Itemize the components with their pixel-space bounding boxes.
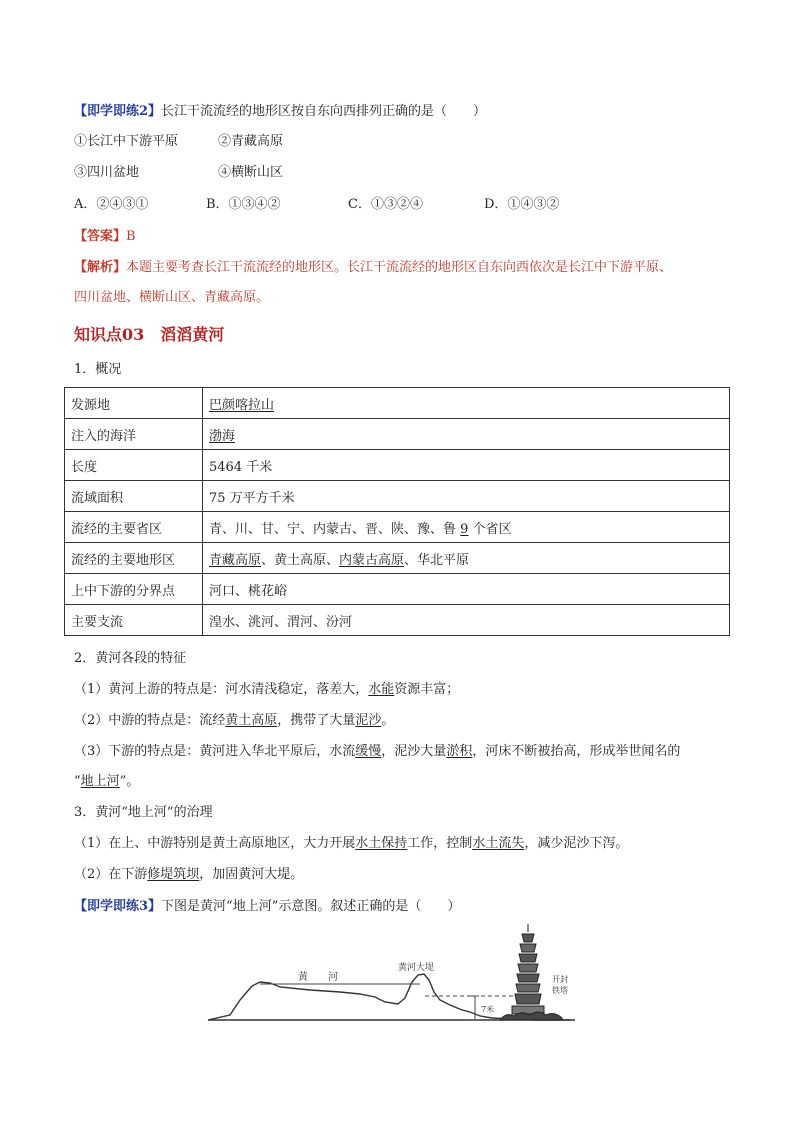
governance-title: 3．黄河“地上河”的治理 xyxy=(74,805,213,820)
analysis-text-1: 本题主要考查长江干流流经的地形区。长江干流流经的地形区自东向西依次是长江中下游平原、 xyxy=(126,260,673,275)
governance-para-1: （1）在上、中游特别是黄土高原地区，大力开展水土保持工作，控制水土流失，减少泥沙下泻。 xyxy=(74,836,629,851)
row-key: 流经的主要省区 xyxy=(65,512,203,543)
iron-tower-icon xyxy=(500,924,562,1020)
answer-tag: 【答案】 xyxy=(74,229,127,244)
analysis-tag: 【解析】 xyxy=(74,260,127,275)
q3-stem-line xyxy=(74,898,460,916)
q2-item-4: ④横断山区 xyxy=(218,165,284,180)
table-row xyxy=(65,388,730,419)
height-label: 7米 xyxy=(481,1005,495,1014)
river-label: 黄 河 xyxy=(298,972,338,983)
table-row xyxy=(65,574,730,605)
above-ground-river-figure xyxy=(200,920,590,1030)
q2-tag: 【即学即练2】 xyxy=(74,104,162,119)
q2-analysis-line-1 xyxy=(74,259,672,277)
q2-item-1: ①长江中下游平原 xyxy=(74,134,179,149)
features-title: 2．黄河各段的特征 xyxy=(74,651,187,666)
overview-title: 1．概况 xyxy=(74,362,122,377)
row-key: 注入的海洋 xyxy=(65,419,203,450)
row-key: 主要支流 xyxy=(65,605,203,636)
q2-item-3: ③四川盆地 xyxy=(74,165,140,180)
q2-stem: 长江干流流经的地形区按自东向西排列正确的是（ ） xyxy=(161,104,487,119)
table-row xyxy=(65,481,730,512)
features-para-3-cont: “地上河”。 xyxy=(74,774,140,789)
q2-option-b: B．①③④② xyxy=(206,197,281,212)
q2-option-a: A．②④③① xyxy=(74,197,149,212)
q3-stem: 下图是黄河“地上河”示意图。叙述正确的是（ ） xyxy=(161,899,461,914)
overview-table xyxy=(64,387,730,636)
row-key: 上中下游的分界点 xyxy=(65,574,203,605)
q2-option-d: D．①④③② xyxy=(484,197,560,212)
features-para-1: （1）黄河上游的特点是：河水清浅稳定，落差大，水能资源丰富； xyxy=(74,682,460,697)
analysis-text-2: 四川盆地、横断山区、青藏高原。 xyxy=(74,290,270,305)
table-row xyxy=(65,605,730,636)
features-para-2: （2）中游的特点是：流经黄土高原，携带了大量泥沙。 xyxy=(74,713,395,728)
features-para-3: （3）下游的特点是：黄河进入华北平原后，水流缓慢，泥沙大量淤积，河床不断被抬高，形成举世闻名的 xyxy=(74,744,681,759)
row-value: 渤海 xyxy=(203,419,730,450)
table-row xyxy=(65,543,730,574)
table-row xyxy=(65,512,730,543)
q2-stem-line xyxy=(74,103,486,121)
row-value: 湟水、洮河、渭河、汾河 xyxy=(203,605,730,636)
governance-para-2: （2）在下游修堤筑坝，加固黄河大堤。 xyxy=(74,867,304,882)
answer-value: B xyxy=(126,229,136,244)
section-heading: 知识点03 滔滔黄河 xyxy=(74,325,225,344)
q2-answer-line xyxy=(74,228,136,246)
tower-label-2: 铁塔 xyxy=(552,986,568,995)
dike-label: 黄河大堤 xyxy=(398,963,435,973)
q2-item-2: ②青藏高原 xyxy=(218,134,284,149)
row-value: 青、川、甘、宁、内蒙古、晋、陕、豫、鲁 9 个省区 xyxy=(203,512,730,543)
row-value: 5464 千米 xyxy=(203,450,730,481)
row-key: 发源地 xyxy=(65,388,203,419)
row-key: 长度 xyxy=(65,450,203,481)
row-value: 75 万平方千米 xyxy=(203,481,730,512)
row-value: 巴颜喀拉山 xyxy=(203,388,730,419)
row-key: 流域面积 xyxy=(65,481,203,512)
tower-label-1: 开封 xyxy=(552,975,568,984)
table-row xyxy=(65,419,730,450)
q3-tag: 【即学即练3】 xyxy=(74,899,162,914)
row-key: 流经的主要地形区 xyxy=(65,543,203,574)
row-value: 青藏高原、黄土高原、内蒙古高原、华北平原 xyxy=(203,543,730,574)
row-value: 河口、桃花峪 xyxy=(203,574,730,605)
table-row xyxy=(65,450,730,481)
q2-option-c: C．①③②④ xyxy=(348,197,423,212)
